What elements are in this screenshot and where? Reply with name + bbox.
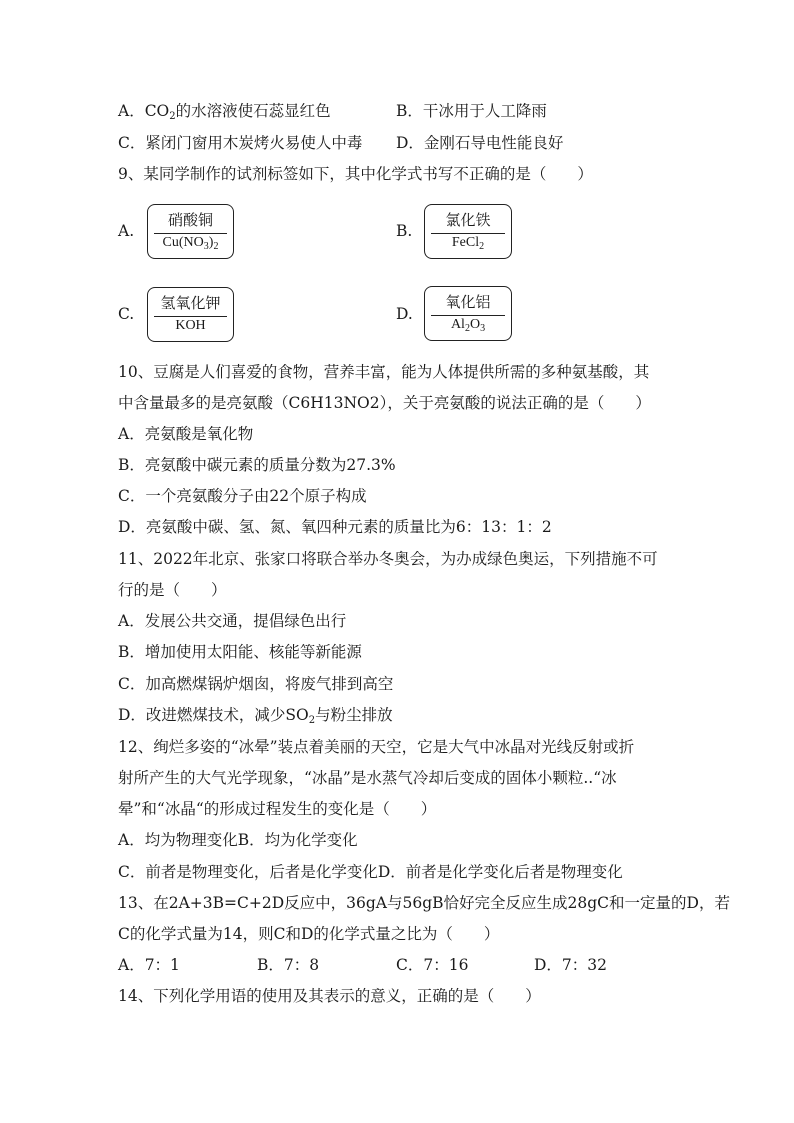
q12-options-ab: A．均为物理变化B．均为化学变化	[118, 831, 358, 849]
q11-option-d-pre: D．改进燃煤技术，减少SO	[118, 706, 309, 724]
q9-label-d-name: 氧化铝	[445, 293, 491, 311]
q9-label-b-divider	[431, 233, 505, 234]
q10-option-c: C．一个亮氨酸分子由22个原子构成	[118, 487, 367, 505]
q14-stem: 14、下列化学用语的使用及其表示的意义，正确的是（ ）	[118, 987, 541, 1005]
q9-label-d-formula-pre: Al	[450, 317, 465, 332]
q10-option-d: D．亮氨酸中碳、氢、氮、氧四种元素的质量比为6：13：1：2	[118, 518, 552, 536]
q9-label-d-formula-mid: O	[469, 317, 481, 332]
q9-label-b	[424, 204, 512, 259]
q12-stem-line3: 晕”和“冰晶“的形成过程发生的变化是（ ）	[118, 800, 437, 818]
q9-label-d-divider	[431, 315, 505, 316]
q8-option-d: D．金刚石导电性能良好	[396, 134, 564, 152]
q9-label-b-formula-pre: FeCl	[451, 235, 480, 250]
q9-label-b-letter: B.	[396, 222, 413, 240]
q13-option-a: A．7：1	[118, 956, 180, 974]
q10-stem-line2: 中含量最多的是亮氨酸（C6H13NO2），关于亮氨酸的说法正确的是（ ）	[118, 394, 651, 412]
q11-stem-line1: 11、2022年北京、张家口将联合举办冬奥会，为办成绿色奥运，下列措施不可	[118, 550, 658, 568]
q9-label-d-formula	[425, 317, 511, 333]
q11-option-d-sub: 2	[308, 715, 316, 726]
q12-stem-line2: 射所产生的大气光学现象，“冰晶”是水蒸气冷却后变成的固体小颗粒..“冰	[118, 769, 617, 787]
q8-option-a-sub: 2	[169, 111, 176, 122]
q9-label-b-name: 氯化铁	[445, 211, 491, 229]
q11-stem-line2: 行的是（ ）	[118, 581, 227, 599]
q9-label-a-formula	[148, 235, 233, 251]
q12-options-cd: C．前者是物理变化，后者是化学变化D．前者是化学变化后者是物理变化	[118, 863, 623, 881]
q9-stem: 9、某同学制作的试剂标签如下，其中化学式书写不正确的是（ ）	[118, 165, 593, 183]
q9-label-d-letter: D.	[396, 305, 413, 323]
q13-stem-line2: C的化学式量为14，则C和D的化学式量之比为（ ）	[118, 925, 500, 943]
q9-label-b-formula-sub: 2	[479, 241, 485, 252]
q11-option-d	[118, 705, 393, 725]
q9-label-c	[147, 287, 234, 342]
q9-label-a-letter: A.	[118, 222, 135, 240]
q9-label-a-formula-pre: Cu(NO	[162, 235, 204, 250]
q9-label-a-name: 硝酸铜	[167, 211, 213, 229]
q9-label-b-formula	[425, 235, 511, 251]
q12-stem-line1: 12、绚烂多姿的“冰晕”装点着美丽的天空，它是大气中冰晶对光线反射或折	[118, 738, 635, 756]
q11-option-a: A．发展公共交通，提倡绿色出行	[118, 612, 347, 630]
q8-option-a-pre: A．CO	[118, 102, 170, 120]
q9-label-c-name: 氢氧化钾	[160, 294, 221, 312]
q9-label-a	[147, 204, 234, 259]
q9-label-d	[424, 286, 512, 341]
q8-option-a-post: 的水溶液使石蕊显红色	[175, 102, 331, 120]
q9-label-d-formula-sub: 2	[464, 323, 470, 334]
q11-option-d-post: 与粉尘排放	[315, 706, 393, 724]
q9-label-a-formula-mid: )	[208, 235, 214, 250]
q13-stem-line1: 13、在2A+3B=C+2D反应中，36gA与56gB恰好完全反应生成28gC和一定量的D，若	[118, 894, 730, 912]
q10-option-a: A．亮氨酸是氧化物	[118, 425, 254, 443]
q11-option-b: B．增加使用太阳能、核能等新能源	[118, 643, 362, 661]
q13-option-c: C．7：16	[396, 956, 469, 974]
q8-option-c: C．紧闭门窗用木炭烤火易使人中毒	[118, 134, 363, 152]
q8-option-b: B．干冰用于人工降雨	[396, 102, 547, 120]
q13-option-b: B．7：8	[257, 956, 320, 974]
q9-label-c-letter: C.	[118, 305, 135, 323]
q10-stem-line1: 10、豆腐是人们喜爱的食物，营养丰富，能为人体提供所需的多种氨基酸，其	[118, 363, 650, 381]
q9-label-a-formula-sub: 3	[203, 241, 209, 252]
q13-option-d: D．7：32	[534, 956, 608, 974]
q9-label-a-divider	[154, 233, 227, 234]
q11-option-c: C．加高燃煤锅炉烟囱，将废气排到高空	[118, 675, 394, 693]
q9-label-c-formula: KOH	[175, 318, 206, 333]
q9-label-c-divider	[154, 316, 227, 317]
q10-option-b: B．亮氨酸中碳元素的质量分数为27.3%	[118, 456, 396, 474]
q8-option-a	[118, 101, 331, 121]
q9-label-a-formula-sub2: 2	[213, 241, 219, 252]
q9-label-d-formula-sub2: 3	[480, 323, 486, 334]
